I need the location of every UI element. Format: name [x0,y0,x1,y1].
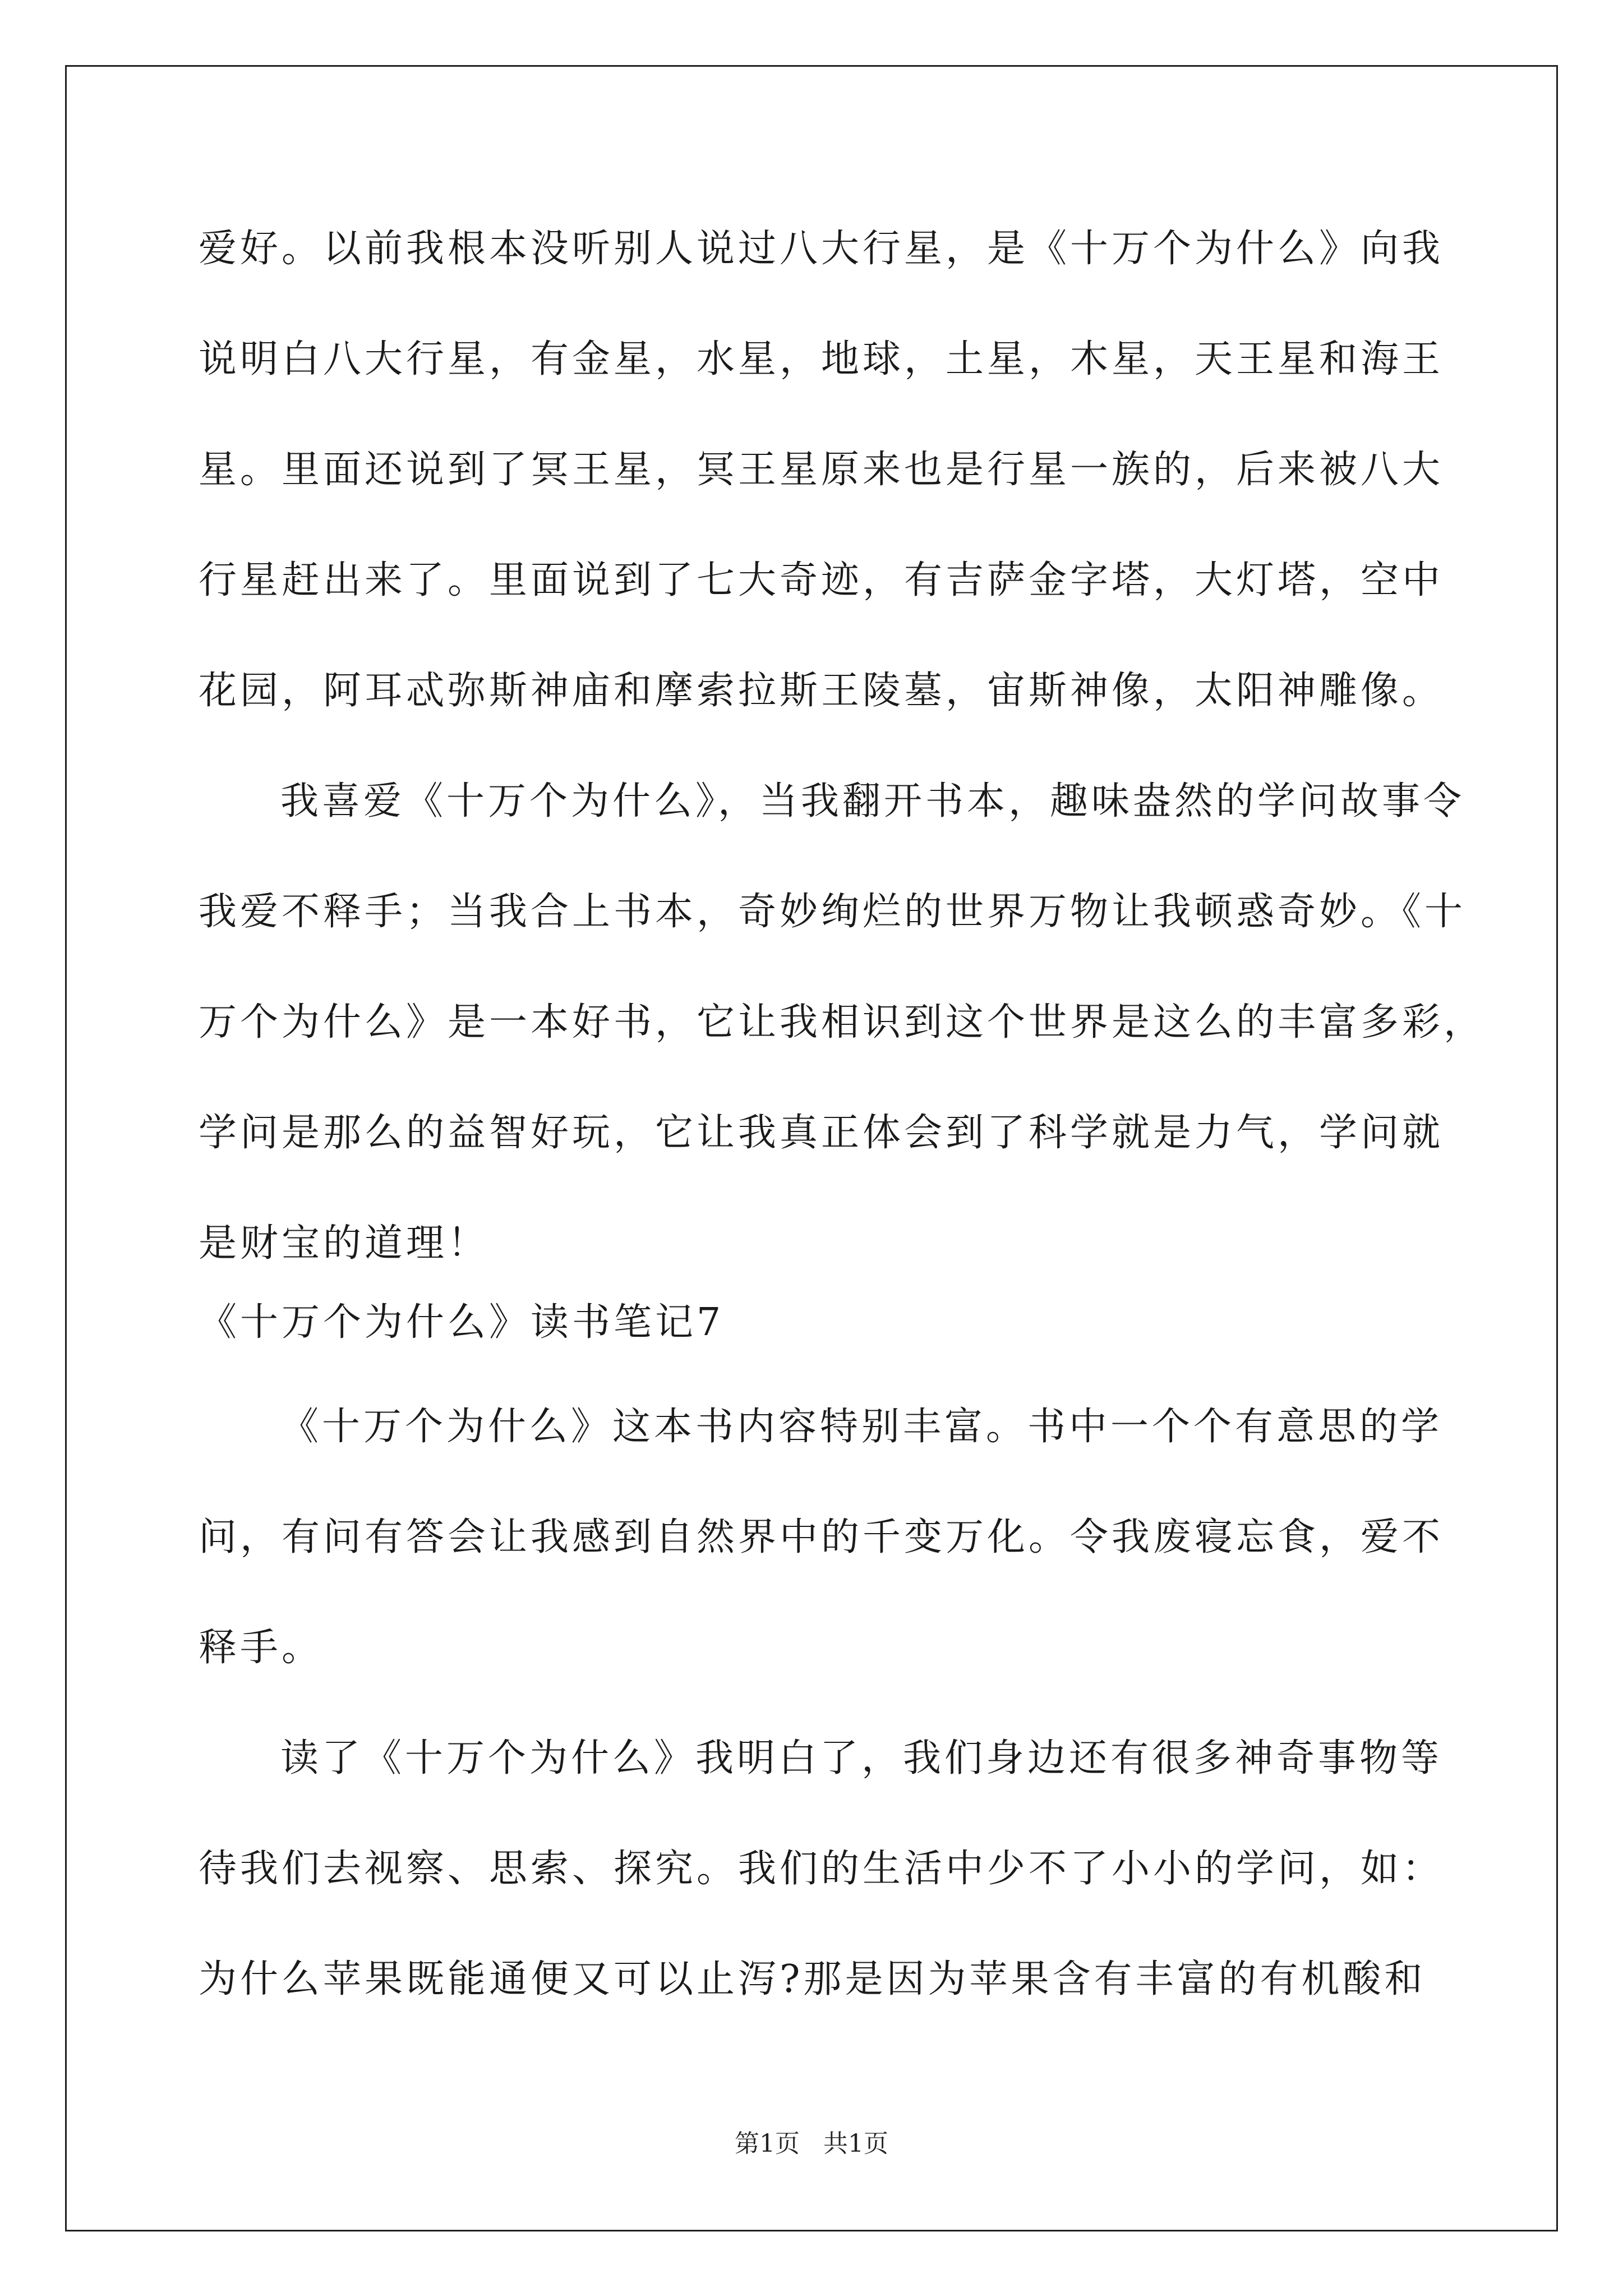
body-line: 为什么苹果既能通便又可以止泻?那是因为苹果含有丰富的有机酸和 [199,1957,1426,2001]
body-line: 待我们去视察、思索、探究。我们的生活中少不了小小的学问，如： [199,1847,1444,1891]
body-line: 学问是那么的益智好玩，它让我真正体会到了科学就是力气，学问就 [199,1111,1444,1155]
body-line: 我爱不释手；当我合上书本，奇妙绚烂的世界万物让我顿惑奇妙。《十 [199,890,1467,934]
section-heading: 《十万个为什么》读书笔记7 [199,1300,725,1345]
body-line: 星。里面还说到了冥王星，冥王星原来也是行星一族的，后来被八大 [199,448,1444,492]
body-line: 万个为什么》是一本好书，它让我相识到这个世界是这么的丰富多彩， [199,1000,1486,1045]
body-line: 爱好。以前我根本没听别人说过八大行星，是《十万个为什么》向我 [199,227,1444,271]
body-line: 是财宝的道理！ [199,1221,490,1266]
body-line: 释手。 [199,1626,324,1670]
body-line: 读了《十万个为什么》我明白了，我们身边还有很多神奇事物等 [280,1736,1443,1780]
page-footer: 第1页 共1页 [735,2129,888,2158]
body-line: 我喜爱《十万个为什么》，当我翻开书本，趣味盎然的学问故事令 [280,779,1465,823]
body-line: 花园，阿耳忒弥斯神庙和摩索拉斯王陵墓，宙斯神像，太阳神雕像。 [199,669,1444,713]
body-line: 说明白八大行星，有金星，水星，地球，土星，木星，天王星和海王 [199,337,1444,381]
body-line: 问，有问有答会让我感到自然界中的千变万化。令我废寝忘食，爱不 [199,1515,1444,1559]
body-line: 《十万个为什么》这本书内容特别丰富。书中一个个有意思的学 [280,1405,1443,1449]
body-line: 行星赶出来了。里面说到了七大奇迹，有吉萨金字塔，大灯塔，空中 [199,558,1444,602]
